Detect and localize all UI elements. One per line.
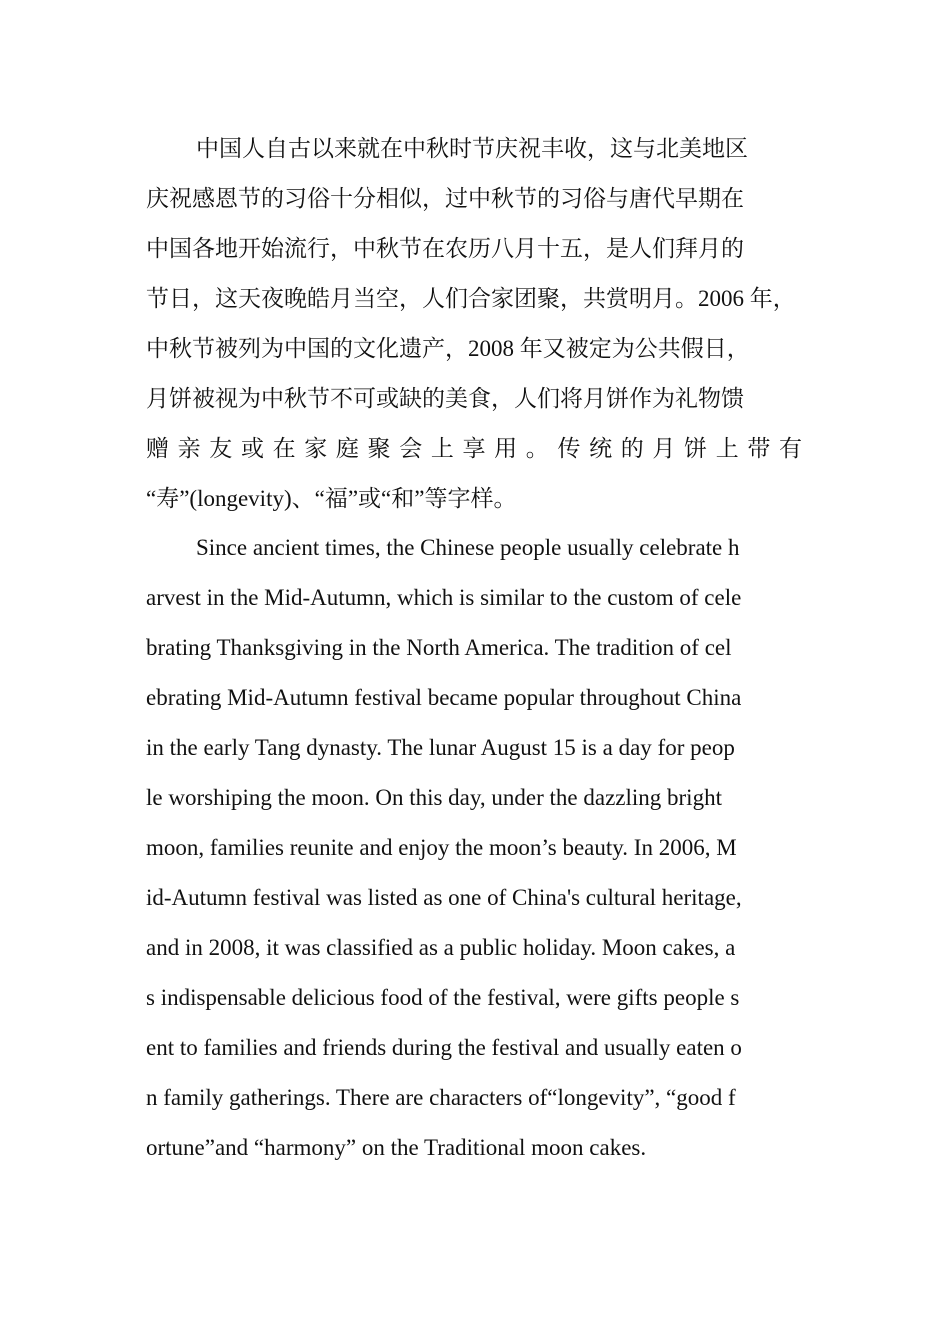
chinese-line-1: 中国人自古以来就在中秋时节庆祝丰收，这与北美地区 bbox=[196, 136, 748, 161]
english-line-10: s indispensable delicious food of the festival, were gifts people s bbox=[146, 985, 740, 1010]
chinese-line-4: 节日，这天夜晚皓月当空，人们合家团聚，共赏明月。2006 年， bbox=[146, 286, 796, 311]
chinese-paragraph bbox=[146, 124, 810, 524]
chinese-line-6: 月饼被视为中秋节不可或缺的美食，人们将月饼作为礼物馈 bbox=[146, 386, 744, 411]
english-line-8: id-Autumn festival was listed as one of China's cultural heritage, bbox=[146, 885, 742, 910]
english-line-5: in the early Tang dynasty. The lunar August 15 is a day for peop bbox=[146, 735, 735, 760]
chinese-line-7: 赠亲友或在家庭聚会上享用。传统的月饼上带有 bbox=[146, 436, 810, 461]
english-line-12: n family gatherings. There are characters of“longevity”, “good f bbox=[146, 1085, 736, 1110]
english-line-7: moon, families reunite and enjoy the moon’s beauty. In 2006, M bbox=[146, 835, 737, 860]
english-line-3: brating Thanksgiving in the North America. The tradition of cel bbox=[146, 635, 732, 660]
english-line-1: Since ancient times, the Chinese people usually celebrate h bbox=[196, 535, 740, 560]
chinese-line-8: “寿”(longevity)、“福”或“和”等字样。 bbox=[146, 486, 517, 511]
english-line-9: and in 2008, it was classified as a public holiday. Moon cakes, a bbox=[146, 935, 736, 960]
english-paragraph bbox=[146, 523, 810, 1173]
english-line-13: ortune”and “harmony” on the Traditional moon cakes. bbox=[146, 1135, 647, 1160]
english-line-6: le worshiping the moon. On this day, under the dazzling bright bbox=[146, 785, 722, 810]
chinese-line-3: 中国各地开始流行，中秋节在农历八月十五，是人们拜月的 bbox=[146, 236, 744, 261]
chinese-line-2: 庆祝感恩节的习俗十分相似，过中秋节的习俗与唐代早期在 bbox=[146, 186, 744, 211]
english-line-2: arvest in the Mid-Autumn, which is similar to the custom of cele bbox=[146, 585, 742, 610]
english-line-11: ent to families and friends during the festival and usually eaten o bbox=[146, 1035, 742, 1060]
chinese-line-5: 中秋节被列为中国的文化遗产，2008 年又被定为公共假日， bbox=[146, 336, 750, 361]
english-line-4: ebrating Mid-Autumn festival became popular throughout China bbox=[146, 685, 742, 710]
